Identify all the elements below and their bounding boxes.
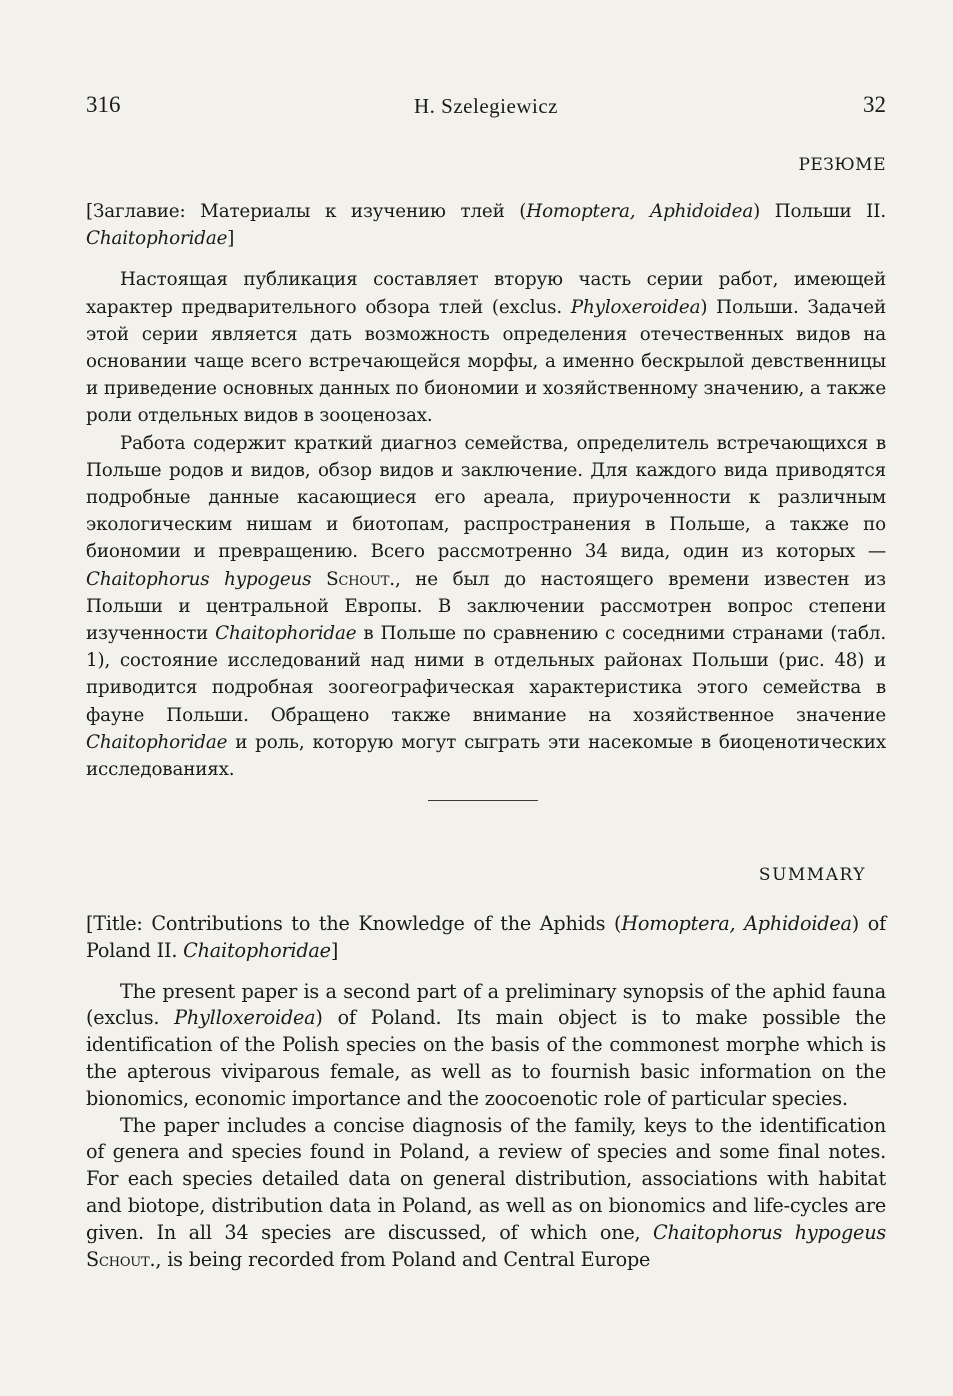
text-run: , is being recorded from Poland and Central Europe	[155, 1247, 651, 1271]
text-run: ) of Poland. Its main object is to make possible the identification of the Polish species on the basis of the commonest morphe which is the apterous viviparous female, as well as to fournish basic information on the bionomics, economic importance and the zoocoenotic role of particular species.	[86, 1006, 886, 1110]
english-title-taxon: Homoptera, Aphidoidea	[621, 912, 852, 935]
text-run: , не был до настоящего времени известен из Польши и центральной Европы. В заключении рассмотрен вопрос степени изученности	[86, 568, 886, 645]
russian-title-suffix: ]	[227, 228, 235, 250]
author-citation: Schout.	[86, 1247, 156, 1271]
taxon-name: Phylloxeroidea	[174, 1006, 316, 1030]
chapter-number: 32	[863, 92, 886, 117]
english-title	[86, 911, 886, 965]
species-name: Chaitophorus hypogeus	[653, 1220, 886, 1244]
text-run: The present paper is a second part of a preliminary synopsis of the aphid fauna (exclus.	[86, 979, 886, 1030]
russian-title-mid: ) Польши II.	[753, 201, 886, 222]
text-run: ) Польши. Задачей этой серии является дать возможность определения отечественных видов на основании чаще всего встречающейся морфы, а именно бескрылой девственницы и приведение основных данных по биономии и хозяйственному значению, а также роли отдельных видов в зооценозах.	[86, 296, 886, 427]
russian-title-family: Chaitophoridae	[86, 228, 228, 250]
english-title-suffix: ]	[330, 938, 339, 962]
english-paragraph-1	[86, 979, 886, 1113]
russian-summary	[86, 152, 886, 783]
russian-title	[86, 198, 886, 252]
page-number: 316	[86, 92, 121, 117]
section-divider	[428, 800, 538, 801]
text-run: и роль, которую могут сыграть эти насекомые в биоценотических исследованиях.	[86, 731, 886, 781]
text-run: Работа содержит краткий диагноз семейства, определитель встречающихся в Польше родов и видов, обзор видов и заключение. Для каждого вида приводятся подробные данные касающиеся его ареала, приуроченности к различным экологическим нишам и биотопам, распространения в Польше, а также по биономии и превращению. Всего рассмотренно 34 вида, один из которых —	[86, 432, 886, 563]
text-run: Настоящая публикация составляет вторую часть серии работ, имеющей характер предварительного обзора тлей (exclus.	[86, 269, 886, 318]
russian-paragraph-2	[86, 430, 886, 784]
english-heading: SUMMARY	[758, 865, 866, 885]
english-paragraph-2	[86, 1113, 886, 1274]
taxon-name: Phyloxeroidea	[570, 296, 701, 318]
english-title-family: Chaitophoridae	[183, 938, 331, 962]
species-name: Chaitophorus hypogeus	[86, 568, 312, 590]
author-citation: Schout.	[326, 568, 395, 590]
author-name: H. Szelegiewicz	[414, 94, 558, 118]
russian-paragraph-1	[86, 266, 886, 429]
russian-heading: РЕЗЮМЕ	[798, 155, 886, 175]
text-run: The paper includes a concise diagnosis of the family, keys to the identification of genera and species found in Poland, a review of species and some final notes. For each species detailed data on general distribution, associations with habitat and biotope, distribution data in Poland, as well as on bionomics and life-cycles are given. In all 34 species are discussed, of which one,	[86, 1113, 886, 1244]
russian-title-prefix: [Заглавие: Материалы к изучению тлей (	[86, 201, 527, 222]
english-summary	[86, 862, 886, 1273]
russian-title-taxon: Homoptera, Aphidoidea	[526, 201, 754, 222]
text-run: в Польше по сравнению с соседними странами (табл. 1), состояние исследований над ними в отдельных районах Польши (рис. 48) и приводится подробная зоогеографическая характеристика этого семейства в фауне Польши. Обращено также внимание на хозяйственное значение	[86, 623, 887, 726]
english-title-prefix: [Title: Contributions to the Knowledge of the Aphids (	[86, 912, 622, 935]
family-name: Chaitophoridae	[215, 623, 357, 645]
running-head	[86, 92, 886, 124]
family-name: Chaitophoridae	[86, 731, 228, 753]
english-title-mid: ) of Poland II.	[86, 912, 887, 962]
